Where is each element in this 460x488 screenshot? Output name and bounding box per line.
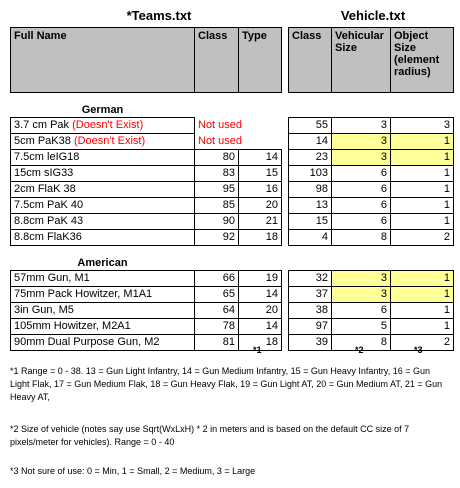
type-value: 20 <box>239 198 282 214</box>
vehicular-size-value: 3 <box>332 118 391 134</box>
gun-name <box>11 134 195 150</box>
section-row <box>11 256 282 271</box>
teams-row <box>11 303 282 319</box>
gun-name <box>11 287 195 303</box>
type-value: 14 <box>239 150 282 166</box>
gun-name-text: 75mm Pack Howitzer, M1A1 <box>14 288 153 300</box>
vclass-value: 38 <box>289 303 332 319</box>
vehicle-row <box>289 230 454 246</box>
vehicle-row <box>289 319 454 335</box>
class-value: 83 <box>195 166 239 182</box>
teams-row <box>11 319 282 335</box>
spacer-cell <box>289 256 454 271</box>
type-value: 15 <box>239 166 282 182</box>
note-2: *2 Size of vehicle (notes say use Sqrt(WxLxH) * 2 in meters and is based on the default CC size of 7 pixels/meter for vehicles). Range = 0 - 40 <box>10 424 410 447</box>
gun-name <box>11 198 195 214</box>
object-size-value: 1 <box>391 303 454 319</box>
not-used-label: Not used <box>198 119 243 131</box>
vclass-value: 55 <box>289 118 332 134</box>
gun-name-text: 5cm PaK38 <box>14 135 71 147</box>
spacer-cell <box>289 103 454 118</box>
vehicular-size-value: 6 <box>332 166 391 182</box>
vehicle-header-row <box>289 28 454 93</box>
object-size-value: 1 <box>391 150 454 166</box>
gun-name-text: 3.7 cm Pak <box>14 119 70 131</box>
class-value: 95 <box>195 182 239 198</box>
vclass-value: 103 <box>289 166 332 182</box>
vehicular-size-value: 8 <box>332 335 391 351</box>
gun-name-text: 7.5cm leIG18 <box>14 151 80 163</box>
class-value: 85 <box>195 198 239 214</box>
vehicular-size-value: 6 <box>332 198 391 214</box>
spacer-row <box>289 93 454 104</box>
vehicular-size-value: 6 <box>332 214 391 230</box>
gun-name <box>11 150 195 166</box>
class-value: 66 <box>195 271 239 287</box>
gun-name <box>11 319 195 335</box>
type-value: 18 <box>239 230 282 246</box>
teams-row <box>11 134 282 150</box>
teams-row <box>11 182 282 198</box>
gun-name-text: 2cm FlaK 38 <box>14 183 76 195</box>
type-value: 19 <box>239 271 282 287</box>
object-size-value: 3 <box>391 118 454 134</box>
gun-name <box>11 303 195 319</box>
object-size-value: 1 <box>391 319 454 335</box>
type-value: 14 <box>239 319 282 335</box>
gun-name-text: 7.5cm PaK 40 <box>14 199 84 211</box>
type-value: 20 <box>239 303 282 319</box>
vclass-value: 15 <box>289 214 332 230</box>
teams-row <box>11 271 282 287</box>
spacer-cell <box>289 246 454 257</box>
vehicle-row <box>289 182 454 198</box>
header-class: Class <box>195 28 239 93</box>
vehicular-size-value: 5 <box>332 319 391 335</box>
gun-name-text: 8.8cm PaK 43 <box>14 215 84 227</box>
vehicular-size-value: 8 <box>332 230 391 246</box>
object-size-value: 1 <box>391 198 454 214</box>
gun-name <box>11 118 195 134</box>
class-value: 65 <box>195 287 239 303</box>
spacer-cell <box>195 256 282 271</box>
section-row <box>289 256 454 271</box>
class-value: 78 <box>195 319 239 335</box>
header-object-size: Object Size (element radius) <box>391 28 454 93</box>
gun-name <box>11 271 195 287</box>
gun-name <box>11 166 195 182</box>
vehicle-row <box>289 134 454 150</box>
vehicular-size-value: 6 <box>332 303 391 319</box>
header-vclass: Class <box>289 28 332 93</box>
teams-row <box>11 150 282 166</box>
vehicle-row <box>289 118 454 134</box>
class-value: 81 <box>195 335 239 351</box>
vehicle-row <box>289 198 454 214</box>
vehicle-row <box>289 287 454 303</box>
spacer-cell <box>11 93 282 104</box>
vclass-value: 37 <box>289 287 332 303</box>
teams-row <box>11 230 282 246</box>
gun-name-text: 90mm Dual Purpose Gun, M2 <box>14 336 160 348</box>
footnote-mark-1: *1 <box>253 345 262 355</box>
class-value: 64 <box>195 303 239 319</box>
vehicle-table <box>288 27 454 351</box>
teams-header-row <box>11 28 282 93</box>
doesnt-exist-note: (Doesn't Exist) <box>73 135 146 147</box>
object-size-value: 1 <box>391 166 454 182</box>
vclass-value: 4 <box>289 230 332 246</box>
teams-row <box>11 198 282 214</box>
spacer-cell <box>11 246 282 257</box>
vehicular-size-value: 3 <box>332 150 391 166</box>
object-size-value: 2 <box>391 335 454 351</box>
footnote-mark-3: *3 <box>414 345 423 355</box>
type-value: 18 <box>239 335 282 351</box>
spacer-cell <box>289 93 454 104</box>
note-3: *3 Not sure of use: 0 = Min, 1 = Small, 2 = Medium, 3 = Large <box>10 466 256 476</box>
header-type: Type <box>239 28 282 93</box>
gun-name-text: 8.8cm FlaK36 <box>14 231 82 243</box>
vehicle-row <box>289 271 454 287</box>
teams-title: *Teams.txt <box>126 8 192 23</box>
object-size-value: 1 <box>391 182 454 198</box>
gun-name <box>11 230 195 246</box>
vehicular-size-value: 3 <box>332 287 391 303</box>
vehicle-title: Vehicle.txt <box>340 8 406 23</box>
class-value: 90 <box>195 214 239 230</box>
teams-row <box>11 118 282 134</box>
teams-row <box>11 166 282 182</box>
object-size-value: 1 <box>391 214 454 230</box>
footnote-mark-2: *2 <box>355 345 364 355</box>
spacer-row <box>11 93 282 104</box>
vclass-value: 98 <box>289 182 332 198</box>
gun-name-text: 105mm Howitzer, M2A1 <box>14 320 131 332</box>
vehicular-size-value: 3 <box>332 271 391 287</box>
vehicular-size-value: 6 <box>332 182 391 198</box>
note-1: *1 Range = 0 - 38. 13 = Gun Light Infantry, 14 = Gun Medium Infantry, 15 = Gun Heavy Infantry, 16 = Gun Light Flak, 17 = Gun Medium Flak, 18 = Gun Heavy Flak, 19 = Gun Light AT, 20 = Gun Medium AT, 21 = Gun Heavy AT, <box>10 366 443 402</box>
object-size-value: 1 <box>391 134 454 150</box>
gun-name <box>11 214 195 230</box>
vclass-value: 14 <box>289 134 332 150</box>
section-label: German <box>81 104 124 116</box>
vehicle-row <box>289 335 454 351</box>
vclass-value: 23 <box>289 150 332 166</box>
vehicle-row <box>289 166 454 182</box>
spacer-row <box>11 246 282 257</box>
vehicle-row <box>289 303 454 319</box>
teams-row <box>11 335 282 351</box>
gun-name-text: 57mm Gun, M1 <box>14 272 90 284</box>
teams-table <box>10 27 282 351</box>
vclass-value: 32 <box>289 271 332 287</box>
object-size-value: 1 <box>391 271 454 287</box>
class-value: 80 <box>195 150 239 166</box>
vehicular-size-value: 3 <box>332 134 391 150</box>
vehicle-row <box>289 150 454 166</box>
vclass-value: 97 <box>289 319 332 335</box>
teams-row <box>11 287 282 303</box>
spacer-cell <box>195 103 282 118</box>
gun-name <box>11 335 195 351</box>
gun-name-text: 15cm sIG33 <box>14 167 74 179</box>
doesnt-exist-note: (Doesn't Exist) <box>72 119 144 131</box>
class-value: 92 <box>195 230 239 246</box>
vclass-value: 13 <box>289 198 332 214</box>
teams-row <box>11 214 282 230</box>
type-value: 16 <box>239 182 282 198</box>
not-used-label: Not used <box>198 134 243 147</box>
object-size-value: 2 <box>391 230 454 246</box>
header-full-name: Full Name <box>11 28 195 93</box>
type-value: 14 <box>239 287 282 303</box>
vclass-value: 39 <box>289 335 332 351</box>
gun-name-text: 3in Gun, M5 <box>14 304 74 316</box>
section-label: American <box>77 257 128 269</box>
type-value: 21 <box>239 214 282 230</box>
section-row <box>289 103 454 118</box>
gun-name <box>11 182 195 198</box>
section-row <box>11 103 282 118</box>
vehicle-row <box>289 214 454 230</box>
spacer-row <box>289 246 454 257</box>
header-vehicular-size: Vehicular Size <box>332 28 391 93</box>
object-size-value: 1 <box>391 287 454 303</box>
